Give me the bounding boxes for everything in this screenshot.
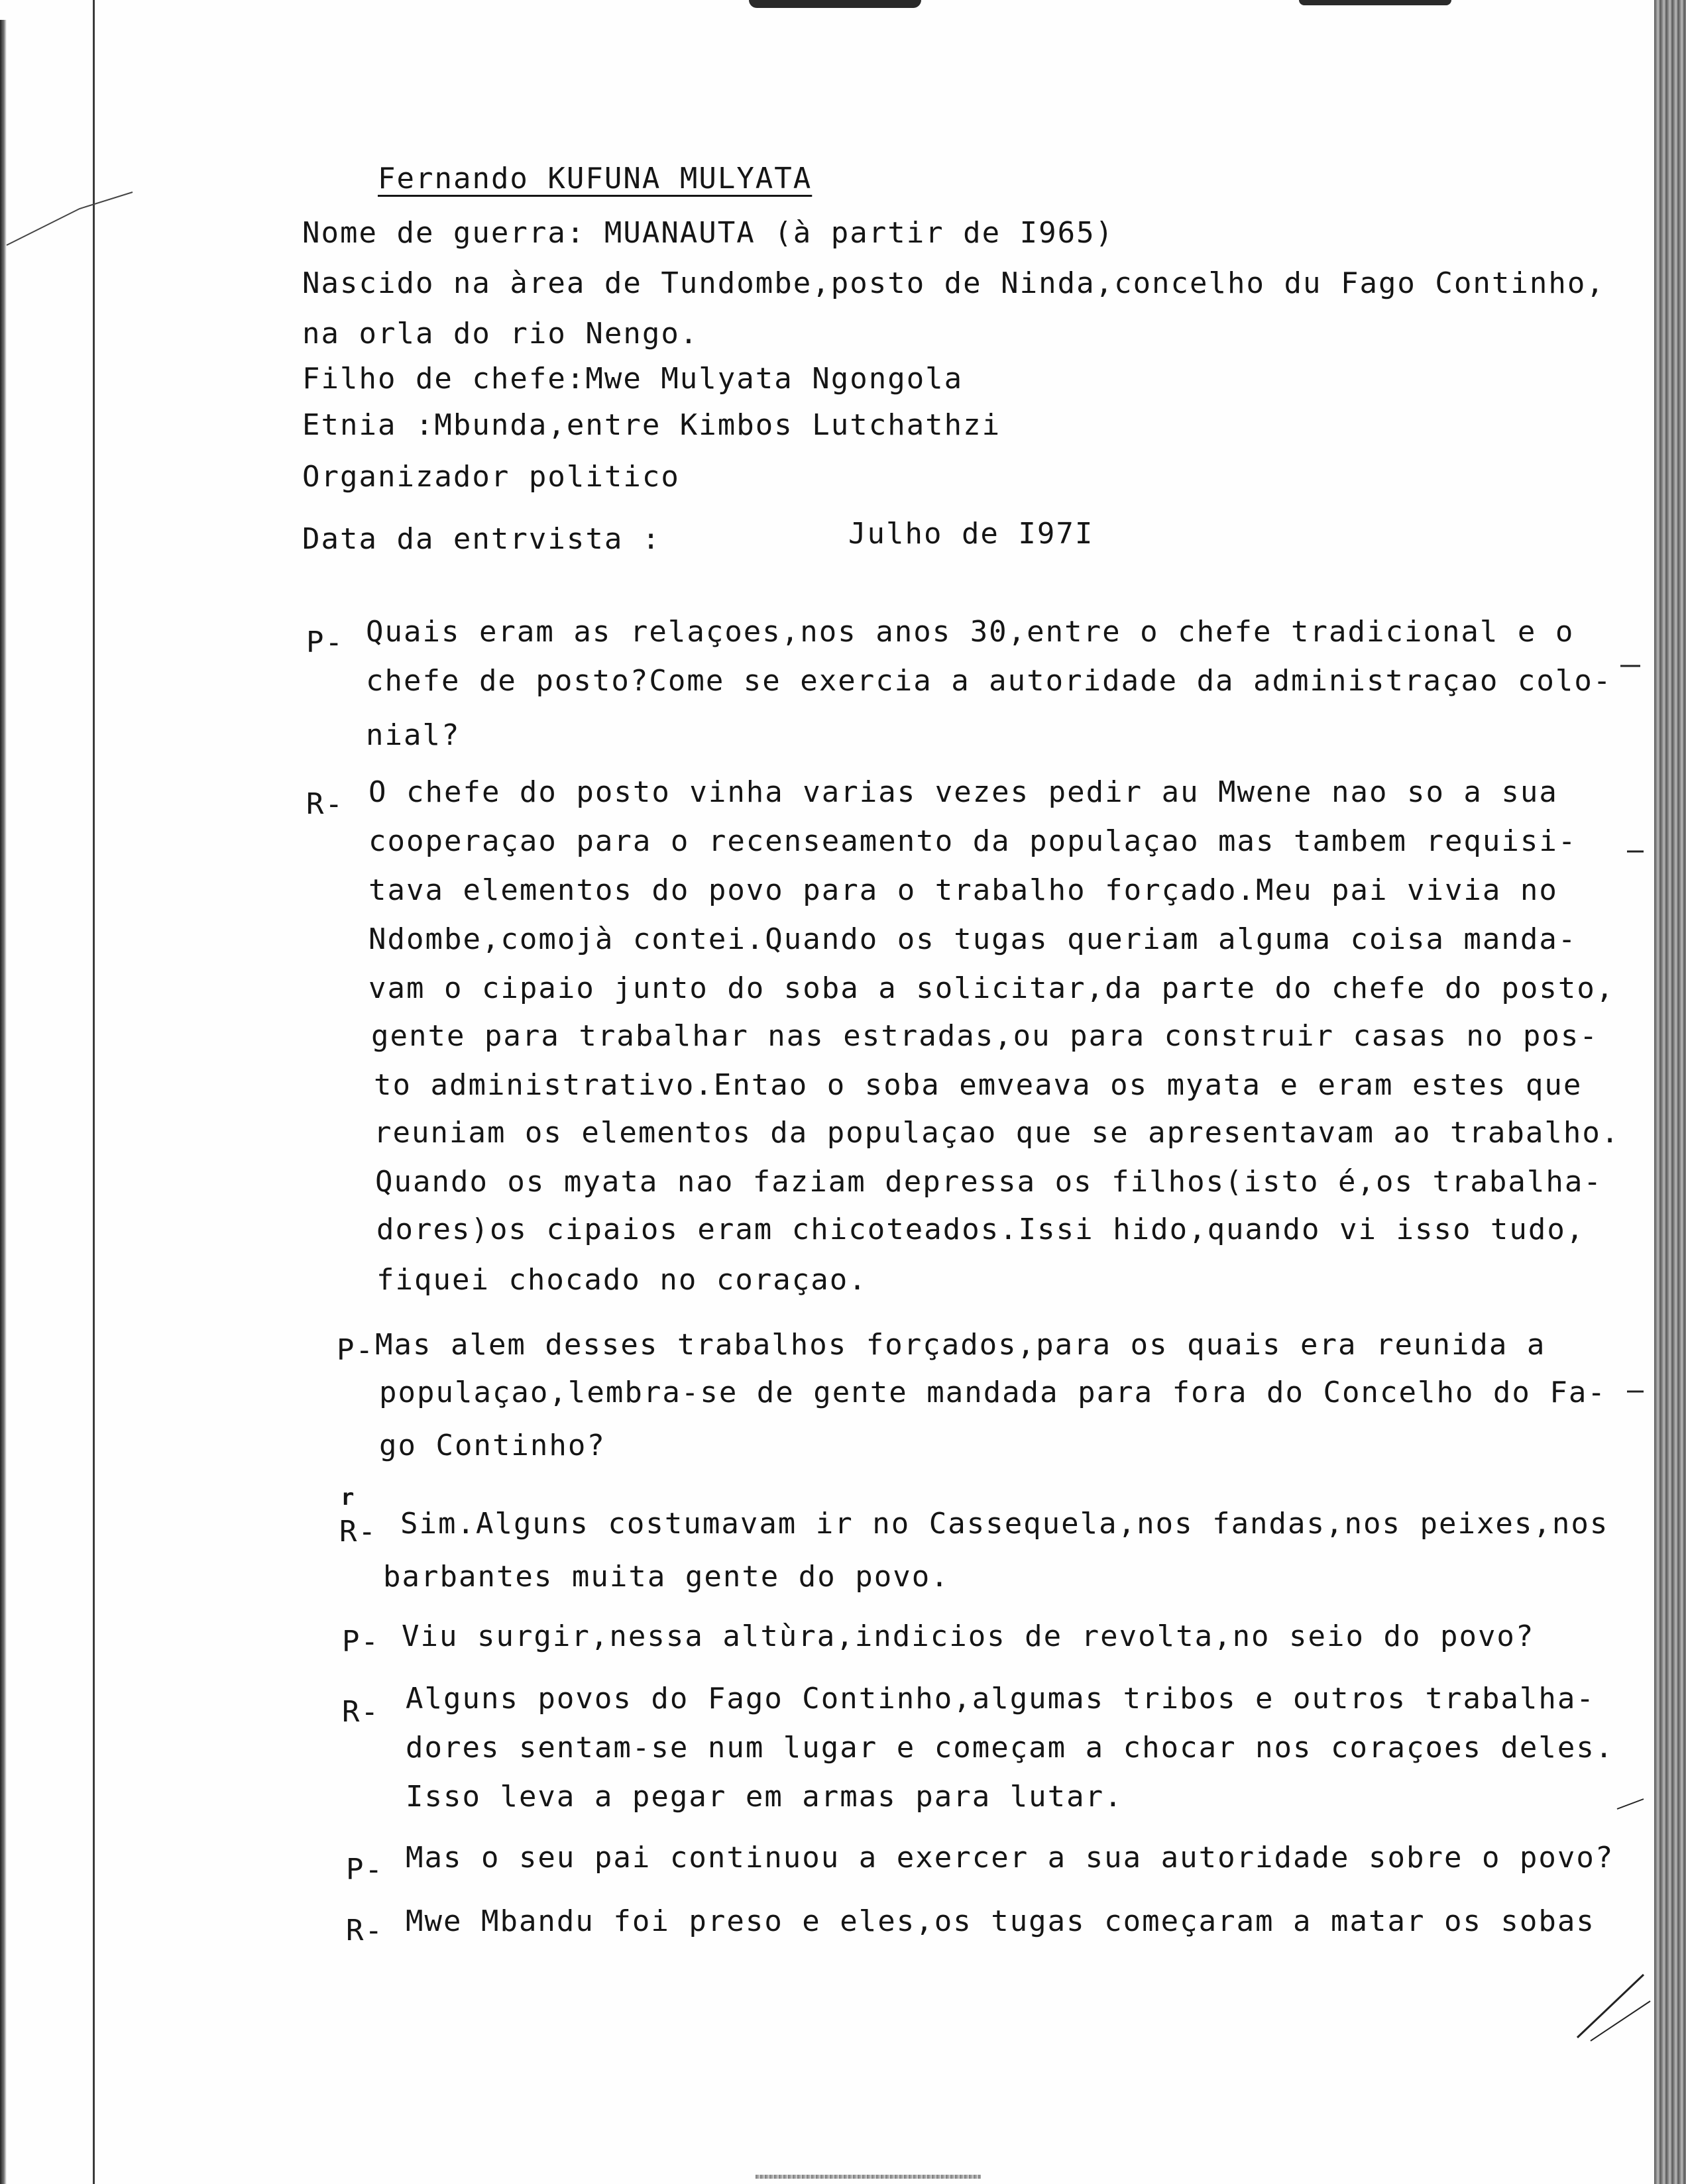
qa-prefix: P- <box>337 1333 374 1367</box>
qa-line: Ndombe,comojà contei.Quando os tugas queriam alguma coisa manda- <box>368 922 1577 956</box>
header-line-filho: Filho de chefe:Mwe Mulyata Ngongola <box>302 362 964 396</box>
qa-prefix: P- <box>306 626 344 659</box>
qa-line: tava elementos do povo para o trabalho forçado.Meu pai vivia no <box>368 873 1558 907</box>
qa-line: O chefe do posto vinha varias vezes pedir au Mwene nao so a sua <box>368 775 1558 809</box>
pencil-stroke <box>7 192 133 245</box>
qa-prefix: R- <box>339 1515 377 1549</box>
qa-line: fiquei chocado no coraçao. <box>376 1263 868 1297</box>
qa-line: Quais eram as relaçoes,nos anos 30,entre o chefe tradicional e o <box>366 615 1575 649</box>
header-line-nome-de-guerra: Nome de guerra: MUANAUTA (à partir de I965) <box>302 216 1115 250</box>
qa-line: barbantes muita gente do povo. <box>383 1560 950 1594</box>
margin-mark: r <box>341 1484 356 1511</box>
qa-line: populaçao,lembra-se de gente mandada para fora do Concelho do Fa- <box>379 1376 1606 1409</box>
qa-line: vam o cipaio junto do soba a solicitar,da parte do chefe do posto, <box>368 971 1615 1005</box>
qa-line: reuniam os elementos da populaçao que se apresentavam ao trabalho. <box>374 1116 1620 1150</box>
qa-line: Mas alem desses trabalhos forçados,para os quais era reunida a <box>375 1328 1546 1362</box>
header-line-nascido: Nascido na àrea de Tundombe,posto de Ninda,concelho du Fago Continho, <box>302 266 1605 300</box>
qa-line: Alguns povos do Fago Continho,algumas tribos e outros trabalha- <box>406 1682 1595 1716</box>
qa-line: dores sentam-se num lugar e começam a chocar nos coraçoes deles. <box>406 1731 1614 1765</box>
interview-date-value: Julho de I97I <box>848 517 1094 551</box>
qa-prefix: R- <box>342 1695 380 1729</box>
qa-prefix: P- <box>346 1853 384 1886</box>
document-title: Fernando KUFUNA MULYATA <box>378 162 813 195</box>
qa-line: chefe de posto?Come se exercia a autoridade da administraçao colo- <box>366 664 1612 698</box>
qa-line: go Continho? <box>379 1429 606 1462</box>
qa-prefix: R- <box>346 1914 384 1947</box>
header-line-organizador: Organizador politico <box>302 460 680 494</box>
qa-prefix: P- <box>342 1625 380 1659</box>
qa-line: gente para trabalhar nas estradas,ou para construir casas no pos- <box>371 1019 1599 1053</box>
qa-line: Isso leva a pegar em armas para lutar. <box>406 1780 1123 1814</box>
qa-line: Sim.Alguns costumavam ir no Cassequela,nos fandas,nos peixes,nos <box>400 1507 1609 1541</box>
margin-dash <box>1617 1799 1644 1809</box>
interview-date-label: Data da entrvista : <box>302 522 661 556</box>
qa-line: Mas o seu pai continuou a exercer a sua autoridade sobre o povo? <box>406 1841 1614 1875</box>
qa-line: Mwe Mbandu foi preso e eles,os tugas começaram a matar os sobas <box>406 1904 1595 1938</box>
header-line-etnia: Etnia :Mbunda,entre Kimbos Lutchathzi <box>302 408 1001 442</box>
qa-line: Viu surgir,nessa altùra,indicios de revolta,no seio do povo? <box>402 1619 1535 1653</box>
qa-line: nial? <box>366 718 461 752</box>
pencil-stroke <box>1591 2001 1650 2041</box>
header-line-orla: na orla do rio Nengo. <box>302 317 699 351</box>
qa-line: dores)os cipaios eram chicoteados.Issi hido,quando vi isso tudo, <box>376 1213 1585 1246</box>
qa-prefix: R- <box>306 787 344 821</box>
qa-line: cooperaçao para o recenseamento da populaçao mas tambem requisi- <box>368 824 1577 858</box>
qa-line: to administrativo.Entao o soba emveava os myata e eram estes que <box>374 1068 1583 1102</box>
qa-line: Quando os myata nao faziam depressa os filhos(isto é,os trabalha- <box>375 1165 1602 1199</box>
